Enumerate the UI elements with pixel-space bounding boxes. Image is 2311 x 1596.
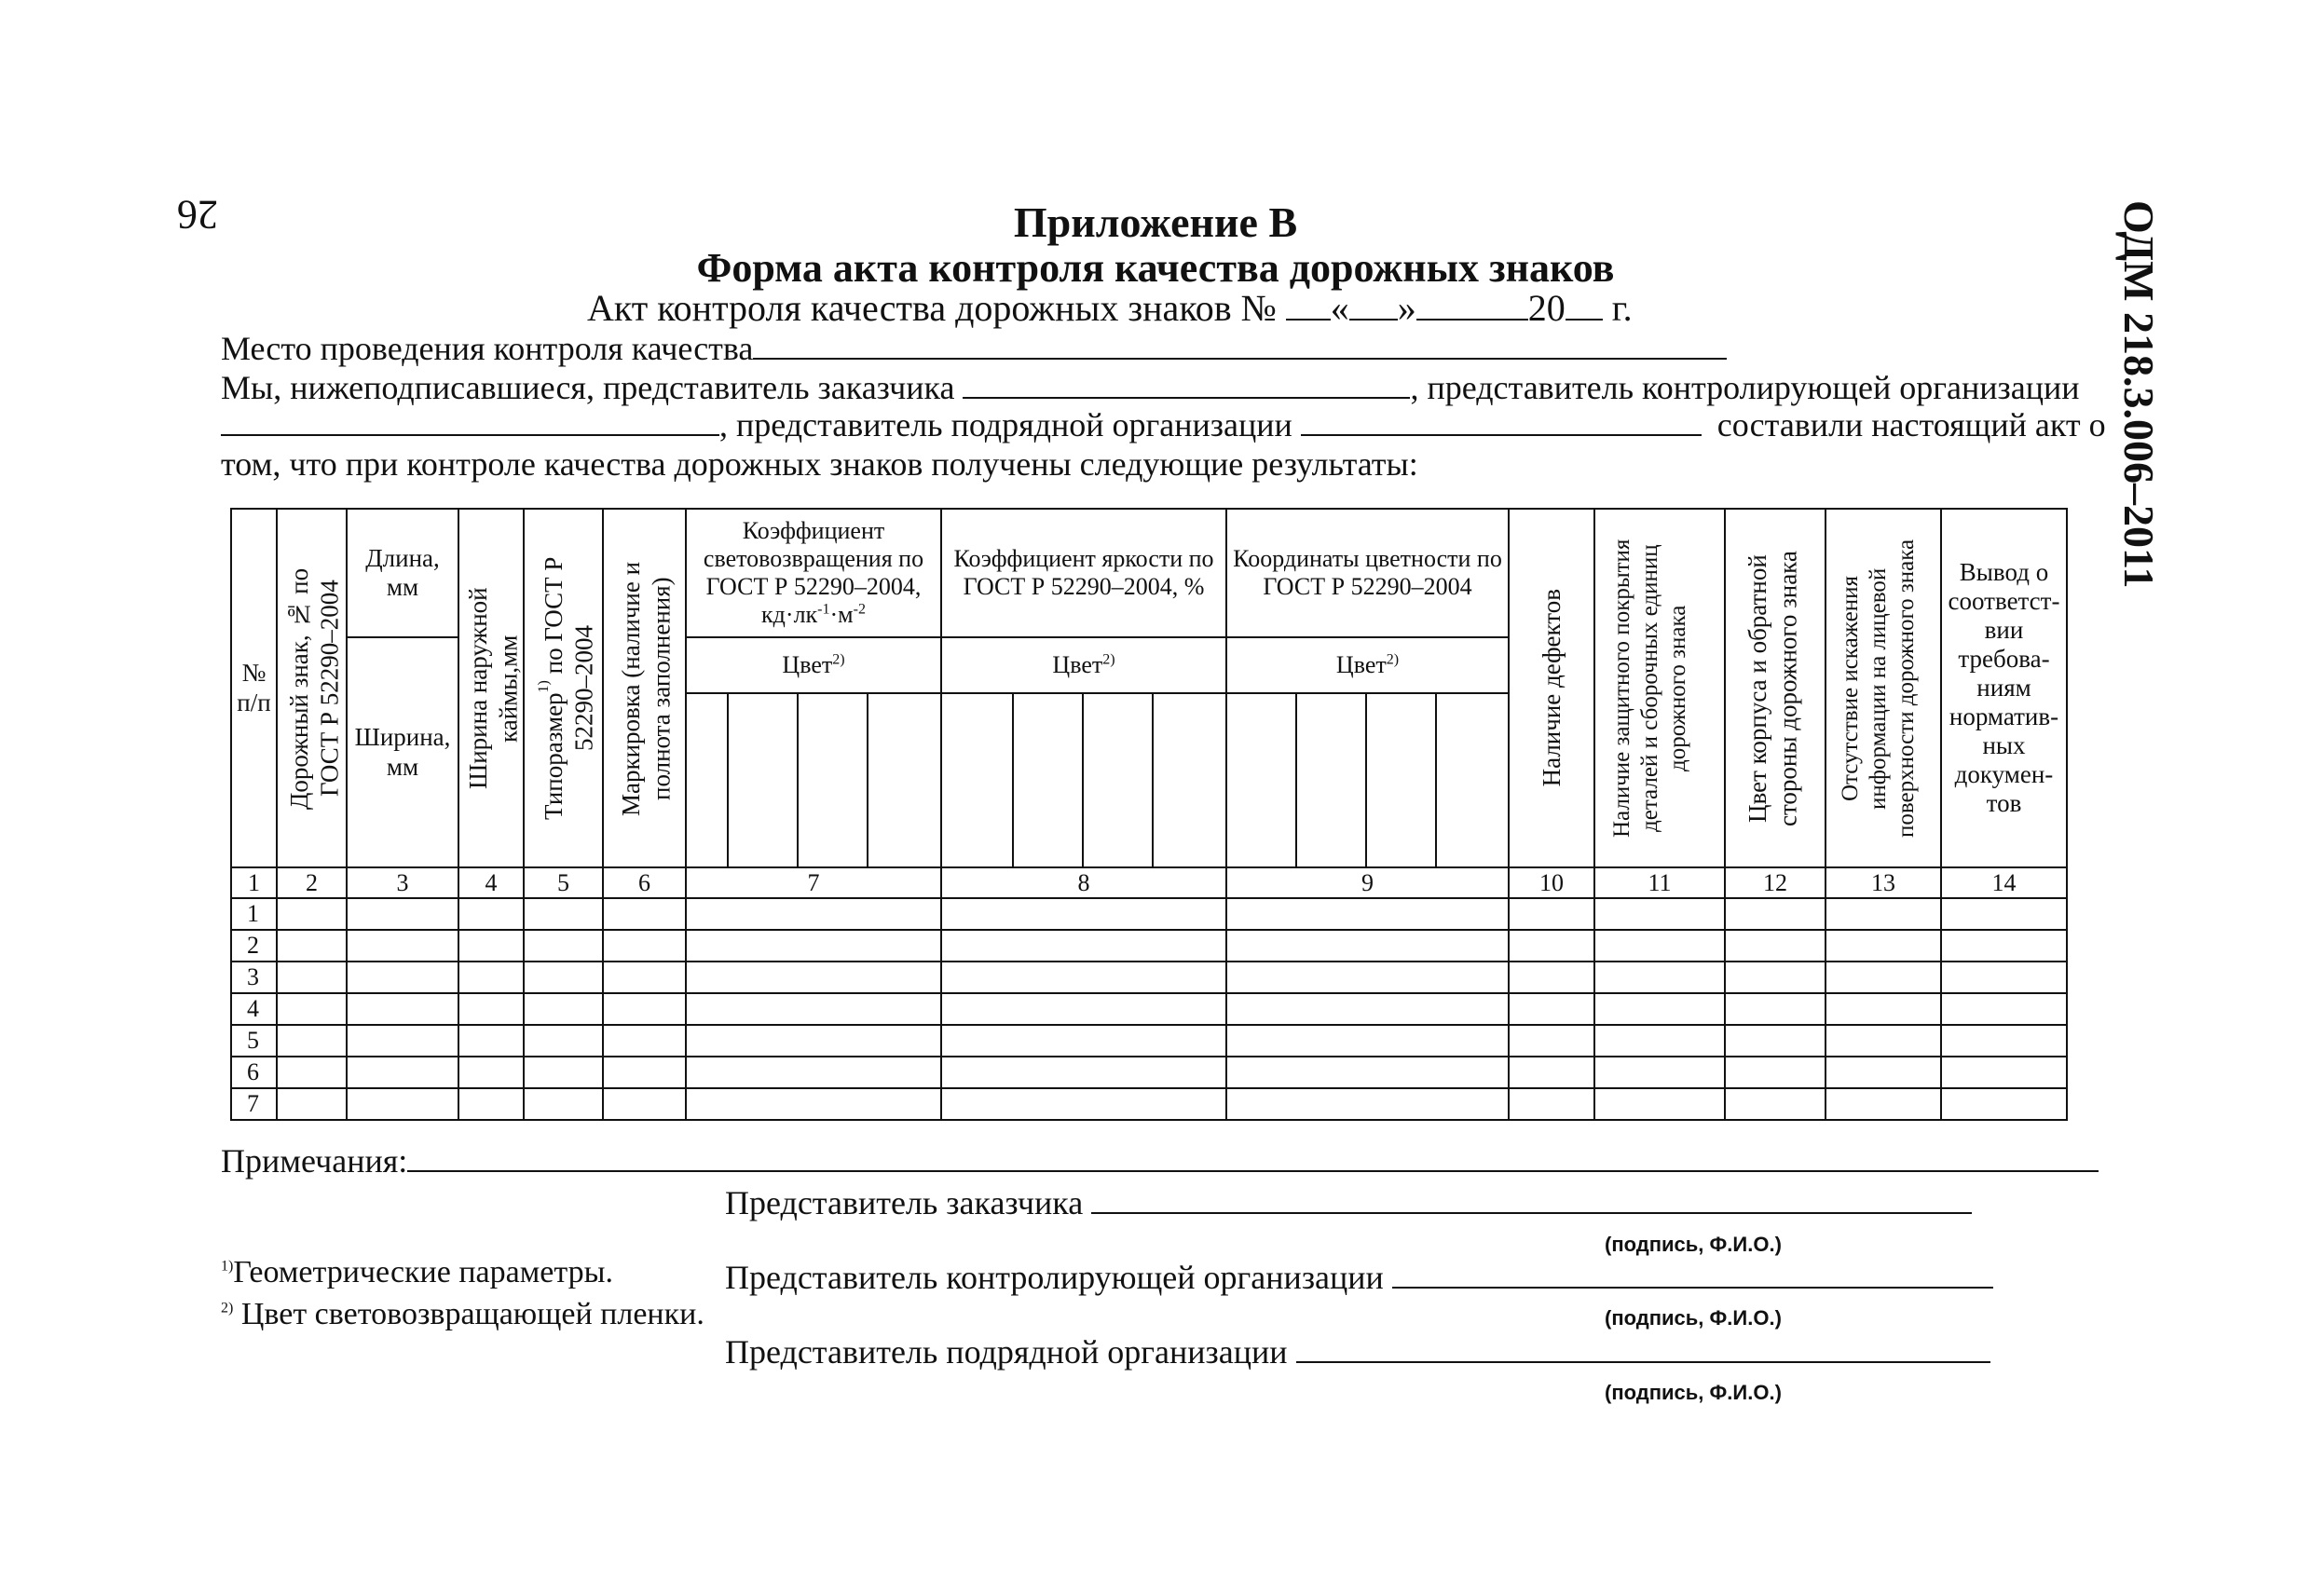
data-cell[interactable] [1941,930,2067,962]
data-cell[interactable] [603,930,686,962]
notes-label: Примечания: [221,1142,408,1180]
data-cell[interactable] [524,1057,603,1088]
data-cell[interactable] [603,993,686,1025]
rep-control-label: Представитель контролирующей организации [725,1259,1384,1296]
color-sub-cell[interactable] [1153,693,1226,867]
data-cell[interactable] [1509,898,1594,930]
data-cell[interactable] [941,1057,1226,1088]
data-cell[interactable] [458,930,524,962]
data-cell[interactable] [1826,930,1941,962]
we-line-2 [221,405,2106,444]
data-cell[interactable] [458,993,524,1025]
data-cell[interactable] [277,993,347,1025]
data-cell[interactable] [686,898,941,930]
data-cell[interactable] [1594,1025,1725,1057]
data-cell[interactable] [1594,898,1725,930]
data-cell[interactable] [1941,898,2067,930]
quote-close: » [1397,287,1416,329]
data-cell[interactable] [277,898,347,930]
year-field[interactable] [1566,291,1603,321]
data-cell[interactable] [1941,1088,2067,1120]
data-cell[interactable] [603,962,686,993]
we-text-1: Мы, нижеподписавшиеся, представитель заказчика [221,369,955,406]
data-cell[interactable] [1594,993,1725,1025]
data-cell[interactable] [524,1088,603,1120]
place-label: Место проведения контроля качества [221,330,754,367]
col-num-11: 11 [1594,867,1725,898]
data-cell[interactable] [1725,962,1826,993]
col-num-6: 6 [603,867,686,898]
rep-customer-signature[interactable] [1091,1184,1972,1214]
col-num-9: 9 [1226,867,1509,898]
data-cell[interactable] [686,993,941,1025]
rep-customer-label: Представитель заказчика [725,1184,1084,1221]
header-border: Ширина наружной каймы,мм [458,509,524,867]
data-cell[interactable] [1509,962,1594,993]
header-coordinates: Координаты цветности по ГОСТ Р 52290–2004 [1226,509,1509,637]
color-sub-cell[interactable] [941,693,1013,867]
data-cell[interactable] [1226,930,1509,962]
data-cell[interactable] [603,1088,686,1120]
footnote-1: $^{1)}$Геометрические параметры. [221,1255,613,1289]
col-num-4: 4 [458,867,524,898]
data-cell[interactable] [458,1025,524,1057]
row-number: 5 [231,1025,277,1057]
data-cell[interactable] [1725,898,1826,930]
data-cell[interactable] [1941,1057,2067,1088]
signature-hint-3: (подпись, Ф.И.О.) [1605,1381,1782,1404]
col-num-5: 5 [524,867,603,898]
header-length: Длина, мм [347,509,458,637]
data-cell[interactable] [686,962,941,993]
data-cell[interactable] [1725,993,1826,1025]
data-cell[interactable] [277,1057,347,1088]
data-cell[interactable] [1941,993,2067,1025]
data-cell[interactable] [1725,1057,1826,1088]
data-cell[interactable] [1226,962,1509,993]
rep-contractor-line [725,1332,1990,1371]
data-cell[interactable] [1826,1088,1941,1120]
table-row [231,898,2067,930]
data-cell[interactable] [1226,1057,1509,1088]
header-type: Типоразмер$^{1)}$ по ГОСТ Р 52290–2004 [524,509,603,867]
data-cell[interactable] [1725,930,1826,962]
data-cell[interactable] [1941,1025,2067,1057]
header-color-coord: Цвет$^{2)}$ [1226,637,1509,693]
header-body-color: Цвет корпуса и обратной стороны дорожного знака [1725,509,1826,867]
data-cell[interactable] [1594,1057,1725,1088]
data-cell[interactable] [458,898,524,930]
act-number-field[interactable] [1286,291,1331,321]
data-cell[interactable] [1826,993,1941,1025]
act-prefix: Акт контроля качества дорожных знаков № [587,287,1277,329]
data-cell[interactable] [524,898,603,930]
header-color-coef: Цвет$^{2)}$ [686,637,941,693]
header-color-bright: Цвет$^{2)}$ [941,637,1226,693]
quality-control-table [230,508,2068,1121]
data-cell[interactable] [458,1057,524,1088]
color-sub-cell[interactable] [1366,693,1436,867]
contractor-rep-field[interactable] [1301,406,1702,436]
rep-customer-line [725,1183,1972,1222]
table-row [231,1025,2067,1057]
col-num-7: 7 [686,867,941,898]
data-cell[interactable] [524,962,603,993]
day-field[interactable] [1349,291,1398,321]
data-cell[interactable] [347,962,458,993]
data-cell[interactable] [1226,1025,1509,1057]
page-number: 26 [177,192,218,238]
year-prefix: 20 [1527,287,1566,329]
table-row [231,962,2067,993]
col-num-14: 14 [1941,867,2067,898]
data-cell[interactable] [603,1057,686,1088]
we-text-4: составили настоящий акт о [1716,406,2106,443]
notes-field[interactable] [407,1142,2099,1172]
col-num-3: 3 [347,867,458,898]
data-cell[interactable] [1509,993,1594,1025]
col-num-2: 2 [277,867,347,898]
color-sub-cell[interactable] [1436,693,1509,867]
data-cell[interactable] [458,962,524,993]
data-cell[interactable] [1226,898,1509,930]
document-code: ОДМ 218.3.006–2011 [2115,200,2163,589]
data-cell[interactable] [347,993,458,1025]
year-suffix: г. [1611,287,1633,329]
color-sub-cell[interactable] [686,693,728,867]
quote-open: « [1330,287,1349,329]
data-cell[interactable] [686,1057,941,1088]
data-cell[interactable] [347,1025,458,1057]
row-number: 7 [231,1088,277,1120]
notes-line [221,1141,2099,1180]
header-sign: Дорожный знак, № по ГОСТ Р 52290–2004 [277,509,347,867]
color-sub-cell[interactable] [1226,693,1296,867]
col-num-10: 10 [1509,867,1594,898]
we-text-2: , представитель контролирующей организации [1410,369,2080,406]
data-cell[interactable] [1509,1088,1594,1120]
rep-contractor-signature[interactable] [1296,1333,1990,1363]
data-cell[interactable] [941,993,1226,1025]
data-cell[interactable] [1826,1057,1941,1088]
header-coef: Коэффициент световозвращения по ГОСТ Р 52290–2004, $кд\cdot лк^{-1}\cdot м^{-2}$ [686,509,941,637]
header-marking: Маркировка (наличие и полнота заполнения) [603,509,686,867]
signature-hint-1: (подпись, Ф.И.О.) [1605,1233,1782,1256]
data-cell[interactable] [941,898,1226,930]
col-num-1: 1 [231,867,277,898]
data-cell[interactable] [277,1025,347,1057]
we-line-3 [221,444,1418,484]
header-defects: Наличие дефектов [1509,509,1594,867]
place-line [221,329,1727,368]
data-cell[interactable] [941,1088,1226,1120]
data-cell[interactable] [1725,1025,1826,1057]
data-cell[interactable] [1509,1057,1594,1088]
data-cell[interactable] [1725,1088,1826,1120]
we-line-1 [221,368,2080,407]
data-cell[interactable] [1826,1025,1941,1057]
data-cell[interactable] [941,930,1226,962]
data-cell[interactable] [1509,1025,1594,1057]
data-cell[interactable] [524,993,603,1025]
data-cell[interactable] [524,1025,603,1057]
we-text-3: , представитель подрядной организации [719,406,1292,443]
header-nn: № п/п [231,509,277,867]
table-row [231,1057,2067,1088]
rep-control-line [725,1258,1993,1297]
data-cell[interactable] [347,1088,458,1120]
appendix-title: Приложение В [1013,198,1298,246]
row-number: 2 [231,930,277,962]
rep-contractor-label: Представитель подрядной организации [725,1333,1288,1371]
data-cell[interactable] [277,962,347,993]
header-distortion: Отсутствие искажения информации на лицевой поверхности дорожного знака [1826,509,1941,867]
row-number: 6 [231,1057,277,1088]
row-number: 4 [231,993,277,1025]
data-cell[interactable] [1594,930,1725,962]
month-field[interactable] [1416,291,1528,321]
table-row [231,1088,2067,1120]
data-cell[interactable] [1226,1088,1509,1120]
header-width: Ширина, мм [347,637,458,867]
data-cell[interactable] [941,962,1226,993]
column-number-row [231,867,2067,898]
header-conclusion: Вывод о соответст-вии требова-ниям норматив-ных докумен-тов [1941,509,2067,867]
data-cell[interactable] [347,930,458,962]
data-cell[interactable] [347,898,458,930]
data-cell[interactable] [277,930,347,962]
table-row [231,930,2067,962]
color-sub-cell[interactable] [1083,693,1153,867]
row-number: 1 [231,898,277,930]
footnote-2: $^{2)}$ Цвет световозвращающей пленки. [221,1297,704,1331]
signature-hint-2: (подпись, Ф.И.О.) [1605,1306,1782,1330]
header-coating: Наличие защитного покрытия деталей и сборочных единиц дорожного знака [1594,509,1725,867]
we-text-5: том, что при контроле качества дорожных знаков получены следующие результаты: [221,445,1418,483]
color-sub-cell[interactable] [868,693,941,867]
customer-rep-field[interactable] [963,369,1410,399]
data-cell[interactable] [347,1057,458,1088]
data-cell[interactable] [941,1025,1226,1057]
header-brightness: Коэффициент яркости по ГОСТ Р 52290–2004, % [941,509,1226,637]
place-field[interactable] [753,330,1727,360]
color-sub-cell[interactable] [798,693,868,867]
data-cell[interactable] [1594,962,1725,993]
data-cell[interactable] [524,930,603,962]
color-sub-cell[interactable] [728,693,798,867]
data-cell[interactable] [1594,1088,1725,1120]
row-number: 3 [231,962,277,993]
data-cell[interactable] [458,1088,524,1120]
data-cell[interactable] [1226,993,1509,1025]
data-cell[interactable] [277,1088,347,1120]
form-title: Форма акта контроля качества дорожных знаков [696,245,1615,291]
color-sub-cell[interactable] [1013,693,1083,867]
data-cell[interactable] [1941,962,2067,993]
col-num-12: 12 [1725,867,1826,898]
data-cell[interactable] [603,1025,686,1057]
color-sub-cell[interactable] [1296,693,1366,867]
col-num-13: 13 [1826,867,1941,898]
data-cell[interactable] [1826,898,1941,930]
data-cell[interactable] [686,930,941,962]
rep-control-signature[interactable] [1392,1259,1993,1289]
control-rep-field[interactable] [221,406,719,436]
data-cell[interactable] [1826,962,1941,993]
data-cell[interactable] [686,1025,941,1057]
data-cell[interactable] [603,898,686,930]
col-num-8: 8 [941,867,1226,898]
data-cell[interactable] [1509,930,1594,962]
table-row [231,993,2067,1025]
data-cell[interactable] [686,1088,941,1120]
act-line [587,286,1633,330]
